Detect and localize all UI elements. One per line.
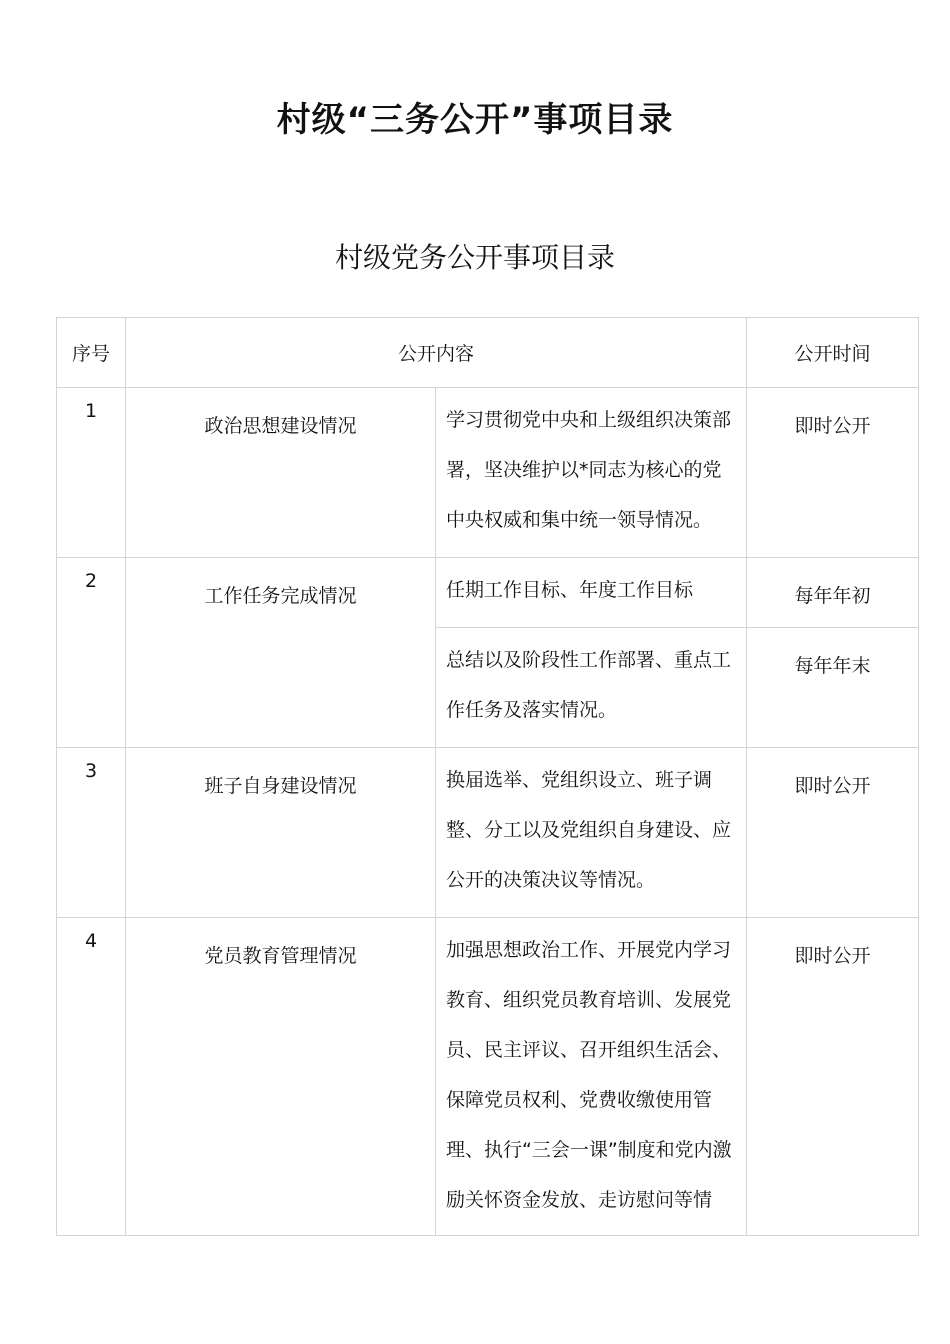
row-time: 每年年初 [747, 558, 919, 628]
table-row [57, 748, 919, 918]
header-no: 序号 [57, 318, 126, 388]
document-title: 村级“三务公开”事项目录 [276, 100, 674, 140]
row-item: 党员教育管理情况 [126, 918, 436, 1236]
header-time: 公开时间 [747, 318, 919, 388]
document-subtitle: 村级党务公开事项目录 [334, 241, 615, 274]
row-number: 3 [57, 748, 126, 918]
row-detail [436, 558, 747, 628]
row-detail-text: 加强思想政治工作、开展党内学习教育、组织党员教育培训、发展党员、民主评议、召开组织生活会、保障党员权利、党费收缴使用管理、执行“三会一课”制度和党内激励关怀资金发放、走访慰问等情 [446, 939, 732, 1211]
row-number: 4 [57, 918, 126, 1236]
row-number: 1 [57, 388, 126, 558]
table-row [57, 918, 919, 1236]
header-content: 公开内容 [126, 318, 747, 388]
row-detail-text: 学习贯彻党中央和上级组织决策部署，坚决维护以*同志为核心的党中央权威和集中统一领导情况。 [446, 409, 732, 531]
row-time: 即时公开 [747, 748, 919, 918]
row-time: 即时公开 [747, 388, 919, 558]
row-detail-text: 总结以及阶段性工作部署、重点工作任务及落实情况。 [446, 649, 732, 721]
row-item: 工作任务完成情况 [126, 558, 436, 748]
row-detail-text: 任期工作目标、年度工作目标 [446, 579, 694, 601]
row-detail-text: 换届选举、党组织设立、班子调整、分工以及党组织自身建设、应公开的决策决议等情况。 [446, 769, 732, 891]
row-time: 即时公开 [747, 918, 919, 1236]
table-row [57, 558, 919, 628]
row-detail [436, 748, 747, 918]
row-item: 班子自身建设情况 [126, 748, 436, 918]
row-item: 政治思想建设情况 [126, 388, 436, 558]
table-row [57, 388, 919, 558]
table-header-row [57, 318, 919, 388]
disclosure-table [56, 317, 919, 1236]
row-detail [436, 388, 747, 558]
row-number: 2 [57, 558, 126, 748]
row-time: 每年年末 [747, 628, 919, 748]
row-detail [436, 918, 747, 1236]
row-detail [436, 628, 747, 748]
